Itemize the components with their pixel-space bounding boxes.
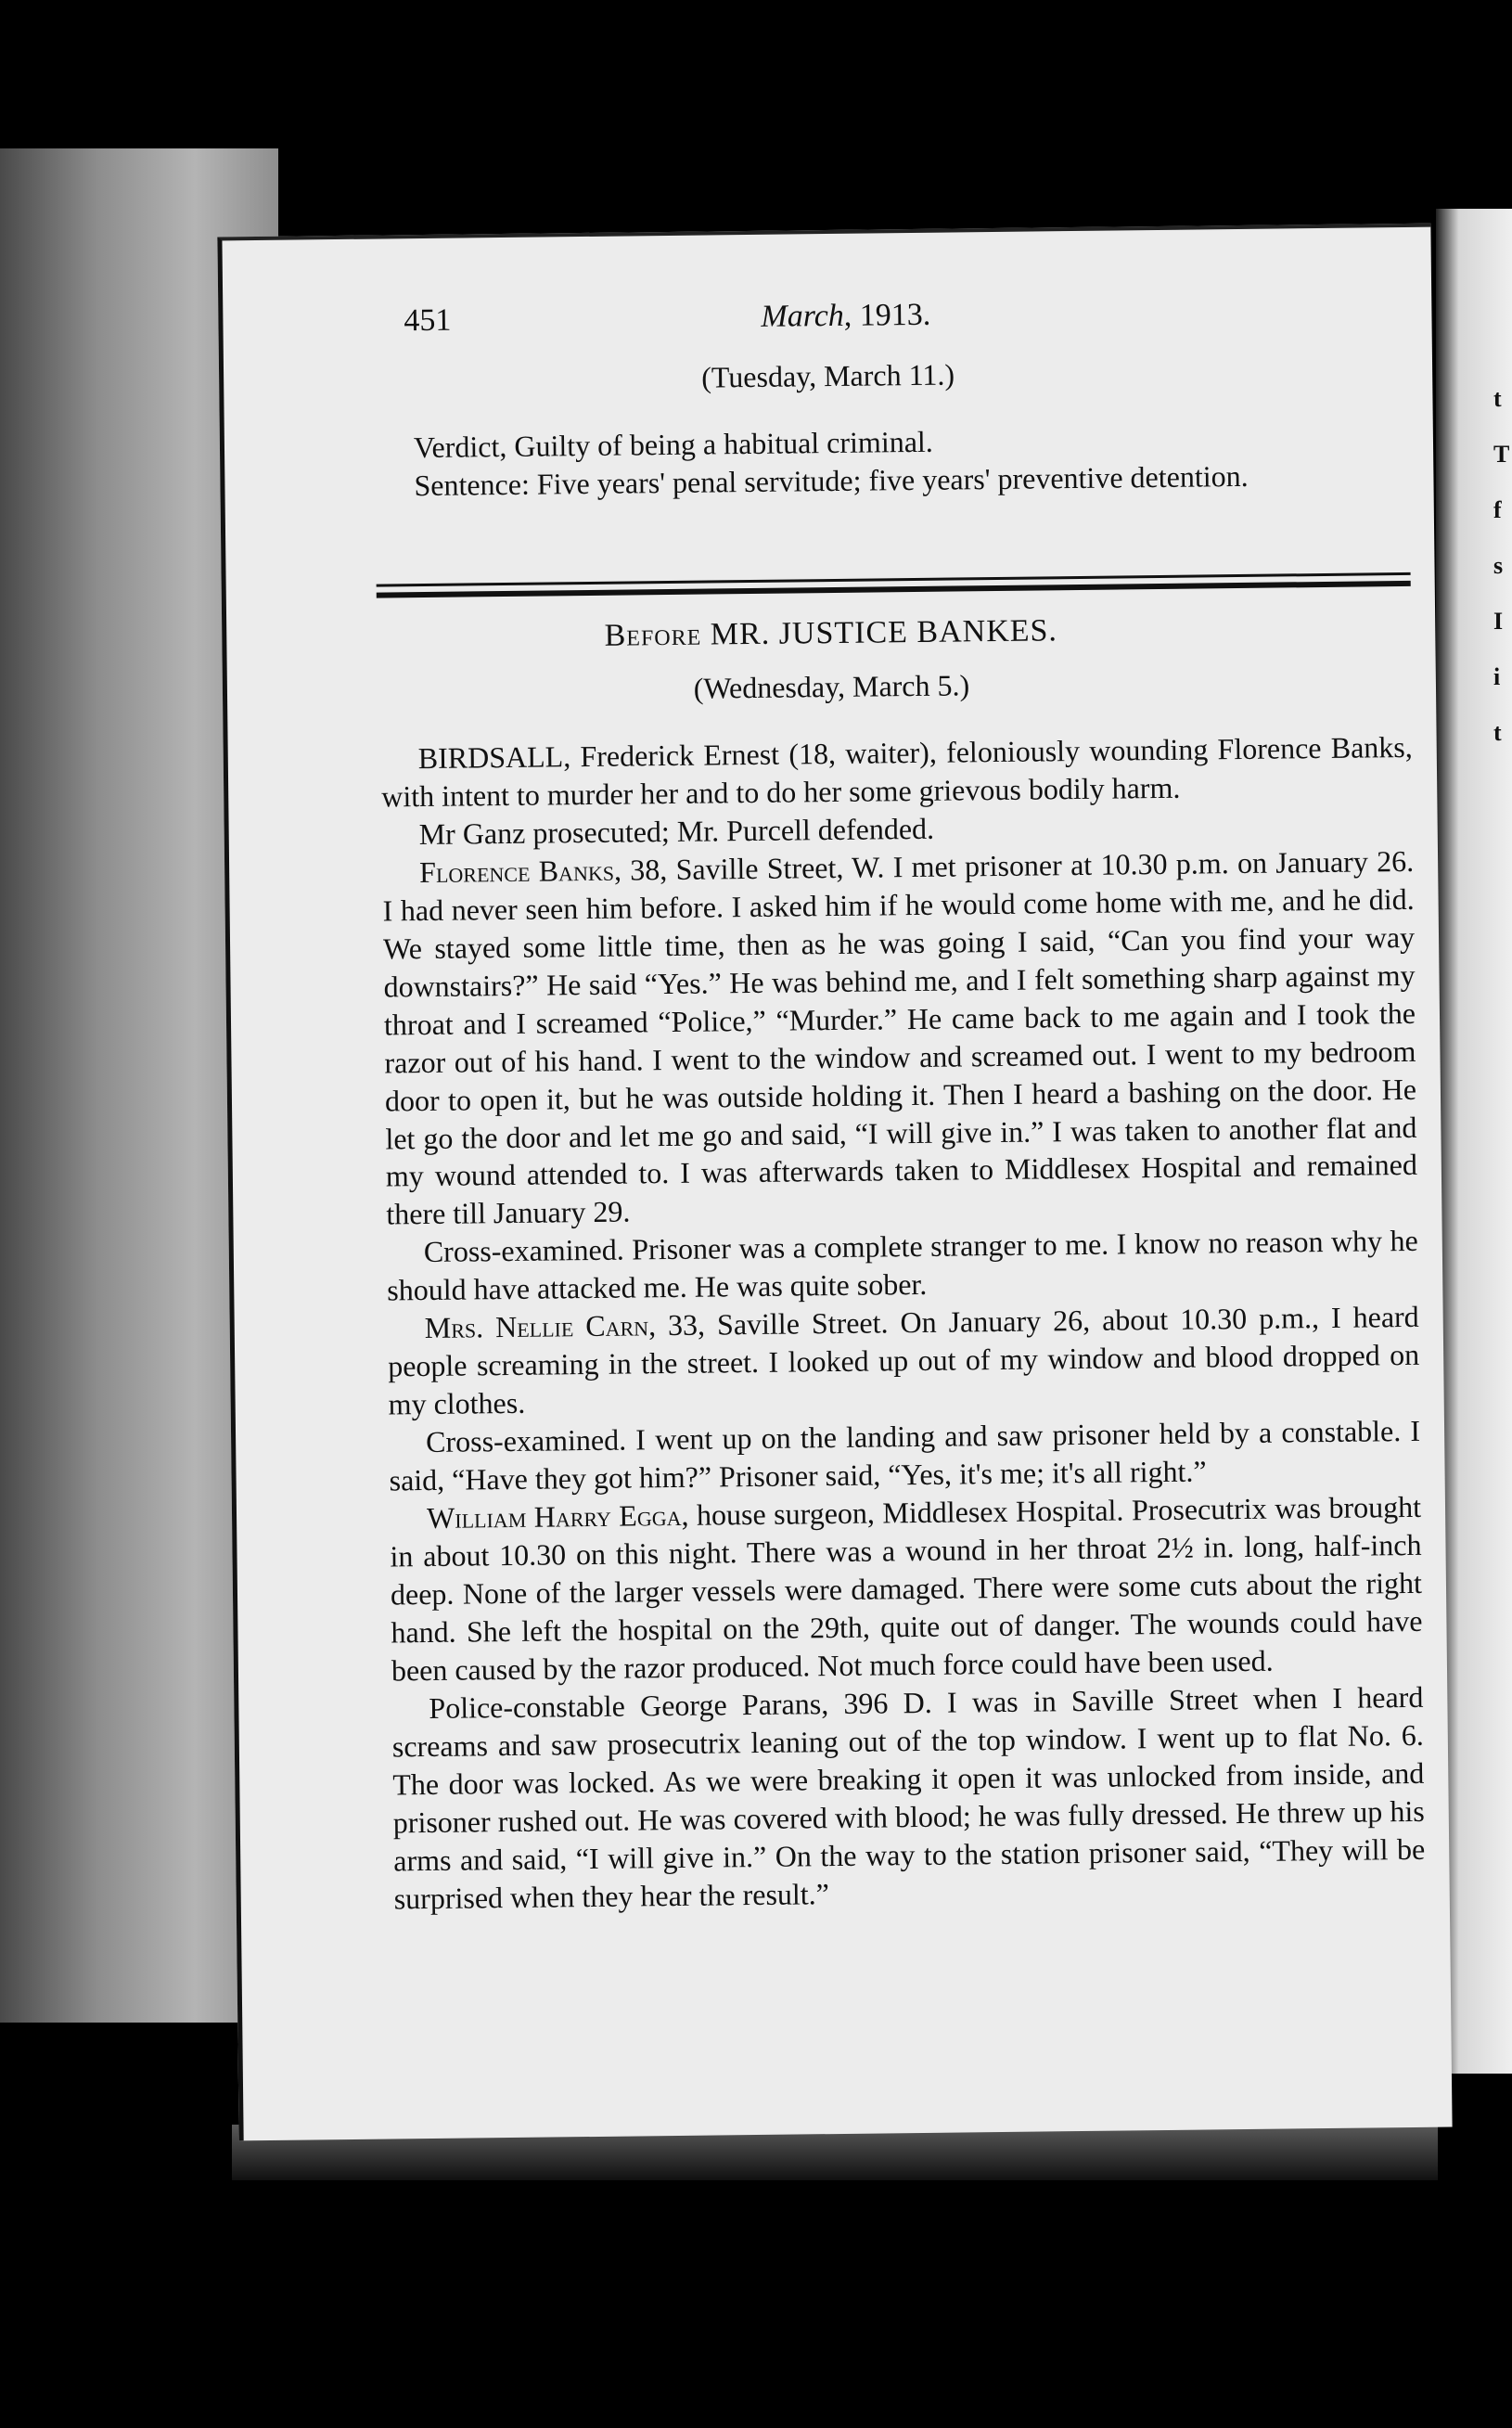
case-paragraph: BIRDSALL, Frederick Ernest (18, waiter), feloniously wounding Florence Banks, with intent to murder her and to do her some grievous bodily harm. (381, 729, 1413, 814)
case-paragraph: William Harry Egga, house surgeon, Middlesex Hospital. Prosecutrix was brought in about 10.30 on this night. There was a wound in her throat 2½ in. long, half-inch deep. None of the larger vessels were damaged. There were some cuts about the right hand. She left the hospital on the 29th, quite out of danger. The wounds could have been caused by the razor produced. Not much force could have been used. (390, 1489, 1423, 1688)
witness-name: Florence Banks (418, 853, 615, 889)
page-number: 451 (404, 302, 452, 339)
section-heading (226, 610, 1435, 659)
witness-name: Mrs. Nellie Carn (424, 1308, 649, 1345)
previous-case-verdict (377, 418, 1407, 505)
running-head-month: March (761, 298, 845, 334)
case-paragraph: Florence Banks, 38, Saville Street, W. I met prisoner at 10.30 p.m. on January 26. I had never seen him before. I asked him if he would come home with me, and he did. We stayed some little time, then as he was going I said, “Can you find your way downstairs?” He said “Yes.” He was behind me, and I felt something sharp against my throat and I screamed “Police,” “Murder.” He came back to me again and I took the razor out of his hand. I went to the window and screamed out. I went to my bedroom door to open it, but he was outside holding it. Then I heard a bashing on the door. He let go the door and let me go and said, “I will give in.” I was taken to another flat and my wound attended to. I was afterwards taken to Middlesex Hospital and remained there till January 29. (382, 843, 1418, 1231)
verdict-line: Verdict, Guilty of being a habitual criminal. (413, 424, 933, 465)
case-paragraph: Cross-examined. I went up on the landing and saw prisoner held by a constable. I said, “Have they got him?” Prisoner said, “Yes, it's me; it's all right.” (389, 1414, 1421, 1497)
running-head-year: , 1913. (843, 297, 931, 333)
section-heading-before: Before (604, 617, 702, 653)
document-page (217, 224, 1452, 2141)
case-paragraph: Police-constable George Parans, 396 D. I was in Saville Street when I heard screams and saw prosecutrix leaning out of the top window. I went up to flat No. 6. The door was locked. As we were breaking it open it was unlocked from inside, and prisoner rushed out. He was covered with blood; he was fully dressed. He threw up his arms and said, “I will give in.” On the way to the station prisoner said, “They will be surprised when they hear the result.” (391, 1679, 1426, 1916)
facing-page-text-fragments: t T f s I i t (1493, 385, 1510, 746)
section-heading-judge: MR. JUSTICE BANKES. (701, 613, 1058, 652)
day-heading-wednesday: (Wednesday, March 5.) (693, 668, 970, 705)
case-body (381, 728, 1426, 1918)
sentence-line: Sentence: Five years' penal servitude; five years' preventive detention. (414, 458, 1249, 502)
case-paragraph: Mrs. Nellie Carn, 33, Saville Street. On January 26, about 10.30 p.m., I heard people screaming in the street. I looked up out of my window and blood dropped on my clothes. (388, 1300, 1420, 1421)
day-heading-tuesday: (Tuesday, March 11.) (701, 357, 955, 394)
page-header (223, 292, 1431, 353)
witness-name: William Harry Egga (426, 1497, 682, 1535)
case-paragraph: Cross-examined. Prisoner was a complete stranger to me. I know no reason why he should have attacked me. He was quite sober. (387, 1224, 1418, 1307)
case-paragraph: Mr Ganz prosecuted; Mr. Purcell defended. (418, 811, 935, 851)
running-head (761, 298, 930, 335)
